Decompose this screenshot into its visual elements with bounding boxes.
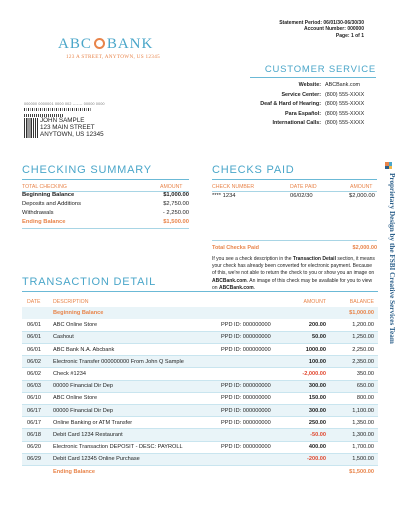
checks-divider	[212, 191, 377, 192]
address-barcode	[24, 118, 38, 138]
checking-summary-title: CHECKING SUMMARY	[22, 164, 189, 180]
txn-date: 06/03	[22, 380, 48, 392]
txn-description: Cashout	[48, 331, 216, 343]
txn-amount: 150.00	[292, 392, 330, 404]
txn-date: 06/20	[22, 441, 48, 453]
page-value: 1 of 1	[350, 32, 364, 39]
txn-balance: 1,500.00	[330, 453, 378, 465]
txn-amount: 300.00	[292, 405, 330, 417]
ppd-header	[216, 297, 292, 307]
credit-text: Proprietary Design by the	[388, 173, 396, 255]
total-checks-amount: $2,000.00	[352, 245, 377, 251]
txn-balance: 350.00	[330, 368, 378, 380]
txn-balance: 1,200.00	[330, 319, 378, 331]
cs-label: Para Español:	[285, 110, 321, 117]
txn-date: 06/01	[22, 331, 48, 343]
transaction-row	[22, 380, 378, 392]
logo-text-right: BANK	[106, 36, 154, 52]
txn-ppd-id: PPD ID: 000000000	[216, 331, 292, 343]
summary-label: Withdrawals	[22, 210, 54, 216]
txn-balance: 1,700.00	[330, 441, 378, 453]
customer-name: JOHN SAMPLE	[40, 117, 85, 124]
check-amount: $2,000.00	[349, 193, 375, 199]
bank-logo	[58, 36, 153, 53]
bank-address: 123 A STREET, ANYTOWN, US 12345	[66, 54, 160, 60]
cs-value: (800) 555-XXXX	[325, 120, 365, 127]
txn-date: 06/01	[22, 344, 48, 356]
txn-ppd-id	[216, 368, 292, 380]
customer-city: ANYTOWN, US 12345	[40, 130, 104, 138]
txn-date: 06/29	[22, 453, 48, 465]
total-checks-paid	[212, 245, 377, 251]
beginning-label: Beginning Balance	[48, 307, 216, 319]
txn-balance: 1,350.00	[330, 417, 378, 429]
txn-date: 06/02	[22, 356, 48, 368]
ending-balance: $1,500.00	[349, 468, 374, 475]
txn-description: 00000 Financial Dir Dep	[48, 405, 216, 417]
transaction-header-row	[22, 297, 378, 307]
txn-ppd-id: PPD ID: 000000000	[216, 380, 292, 392]
check-number: **** 1234	[212, 193, 236, 199]
ending-label: Ending Balance	[53, 468, 95, 475]
barcode-digits: 000000 0000001 0000 002 ------- 00000 0000	[24, 102, 105, 106]
transaction-detail-title: TRANSACTION DETAIL	[22, 276, 378, 292]
total-checks-label: Total Checks Paid	[212, 245, 259, 251]
txn-balance: 1,300.00	[330, 429, 378, 441]
note-text: If you see a check description in the	[212, 256, 293, 262]
customer-service-list	[236, 81, 376, 129]
mailing-address	[24, 118, 104, 138]
cs-row-service-center	[236, 91, 376, 101]
summary-row-ending	[22, 219, 189, 225]
transaction-row	[22, 344, 378, 356]
date-paid-header: DATE PAID	[290, 184, 317, 190]
summary-amount: $1,500.00	[163, 219, 189, 225]
page-label: Page:	[335, 32, 350, 39]
cs-label: Deaf & Hard of Hearing:	[260, 101, 321, 108]
txn-ppd-id: PPD ID: 000000000	[216, 319, 292, 331]
cs-value: (800) 555-XXXX	[325, 91, 365, 98]
cs-row-deaf	[236, 100, 376, 110]
transaction-row	[22, 405, 378, 417]
note-bold: Transaction Detail	[292, 256, 336, 262]
cs-label: International Calls:	[272, 120, 321, 127]
logo-circle-icon	[94, 38, 105, 49]
transaction-row	[22, 319, 378, 331]
check-date: 06/02/30	[290, 193, 313, 199]
beginning-balance-row	[22, 307, 378, 319]
txn-ppd-id	[216, 356, 292, 368]
cs-label: Service Center:	[281, 91, 321, 98]
cs-value: (800) 555-XXXX	[325, 110, 365, 117]
design-credit-text	[382, 173, 396, 344]
txn-description: Debit Card 12345 Online Purchase	[48, 453, 216, 465]
checks-paid-title: CHECKS PAID	[212, 164, 377, 180]
transaction-row	[22, 429, 378, 441]
balance-header: BALANCE	[349, 299, 374, 305]
checks-divider-bottom	[212, 240, 377, 241]
amount-header: AMOUNT	[303, 299, 326, 305]
transaction-row	[22, 453, 378, 465]
empty-cell	[292, 307, 330, 319]
fsbi-logo-icon	[385, 162, 392, 169]
txn-date: 06/18	[22, 429, 48, 441]
transaction-row	[22, 392, 378, 404]
txn-balance: 800.00	[330, 392, 378, 404]
txn-balance: 2,350.00	[330, 356, 378, 368]
customer-service-title: CUSTOMER SERVICE	[250, 64, 376, 78]
txn-amount: -50.00	[292, 429, 330, 441]
txn-date: 06/02	[22, 368, 48, 380]
transaction-row	[22, 441, 378, 453]
txn-date: 06/10	[22, 392, 48, 404]
customer-street: 123 MAIN STREET	[40, 123, 95, 131]
credit-bold: FSBI	[388, 254, 396, 271]
cs-value: ABCBank.com	[325, 82, 361, 88]
beginning-balance: $1,000.00	[330, 307, 378, 319]
note-bold: ABCBank.com	[212, 277, 247, 284]
txn-balance: 650.00	[330, 380, 378, 392]
summary-amount-header: AMOUNT	[160, 184, 183, 190]
txn-date: 06/17	[22, 417, 48, 429]
ending-balance-row	[22, 465, 378, 477]
transaction-table	[22, 297, 378, 478]
total-checking-header: TOTAL CHECKING	[22, 184, 67, 190]
empty-cell	[216, 307, 292, 319]
date-header: DATE	[27, 299, 41, 305]
txn-description: Electronic Transaction DEPOSIT - DESC: PAYROLL	[48, 441, 216, 453]
txn-ppd-id: PPD ID: 000000000	[216, 344, 292, 356]
txn-amount: 250.00	[292, 417, 330, 429]
transaction-row	[22, 368, 378, 380]
cs-row-international	[236, 119, 376, 129]
empty-cell	[22, 465, 48, 477]
note-text: .	[253, 284, 256, 291]
note-text: section, it means your check has already been converted for electronic payment. Because of this, we're not able to return the check to you or show you an image on	[212, 256, 375, 277]
txn-ppd-id: PPD ID: 000000000	[216, 417, 292, 429]
design-credit	[382, 162, 396, 352]
txn-description: ABC Online Store	[48, 392, 216, 404]
txn-balance: 2,250.00	[330, 344, 378, 356]
txn-description: Electronic Transfer 000000000 From John Q Sample	[48, 356, 216, 368]
txn-balance: 1,100.00	[330, 405, 378, 417]
summary-row-deposits	[22, 201, 189, 207]
empty-cell	[22, 307, 48, 319]
txn-description: Online Banking or ATM Transfer	[48, 417, 216, 429]
check-amount-header: AMOUNT	[350, 184, 373, 190]
check-number-header: CHECK NUMBER	[212, 184, 255, 190]
summary-amount: - 2,250.00	[162, 210, 189, 216]
txn-date: 06/01	[22, 319, 48, 331]
txn-ppd-id: PPD ID: 000000000	[216, 392, 292, 404]
summary-amount: $1,000.00	[163, 192, 189, 198]
summary-row-beginning	[22, 192, 189, 198]
txn-description: ABC Online Store	[48, 319, 216, 331]
txn-ppd-id: PPD ID: 000000000	[216, 441, 292, 453]
empty-cell	[216, 465, 292, 477]
logo-text-left: ABC	[58, 36, 92, 52]
cs-row-espanol	[236, 110, 376, 120]
txn-amount: 400.00	[292, 441, 330, 453]
txn-description: ABC Bank N.A. Abcbank	[48, 344, 216, 356]
transaction-row	[22, 331, 378, 343]
txn-description: 00000 Financial Dir Dep	[48, 380, 216, 392]
txn-balance: 1,250.00	[330, 331, 378, 343]
account-value: 000000	[347, 26, 364, 33]
txn-description: Check #1234	[48, 368, 216, 380]
txn-amount: 300.00	[292, 380, 330, 392]
empty-cell	[292, 465, 330, 477]
summary-divider-bottom	[22, 228, 189, 229]
cs-label: Website:	[298, 82, 321, 88]
note-text: . An image of this check may be available for you to view on	[212, 277, 373, 291]
txn-amount: 200.00	[292, 319, 330, 331]
credit-text: Creative Services Team	[388, 270, 396, 344]
summary-amount: $2,750.00	[163, 201, 189, 207]
txn-ppd-id	[216, 453, 292, 465]
description-header: DESCRIPTION	[53, 299, 89, 305]
summary-row-withdrawals	[22, 210, 189, 216]
txn-amount: -200.00	[292, 453, 330, 465]
txn-ppd-id: PPD ID: 000000000	[216, 405, 292, 417]
transaction-row	[22, 417, 378, 429]
account-label: Account Number:	[303, 26, 346, 33]
txn-date: 06/17	[22, 405, 48, 417]
cs-value: (800) 555-XXXX	[325, 101, 365, 108]
period-value: 06/01/30-06/30/30	[323, 20, 364, 26]
txn-ppd-id	[216, 429, 292, 441]
statement-info	[279, 20, 364, 39]
txn-amount: 1000.00	[292, 344, 330, 356]
barcode-graphic	[24, 108, 92, 111]
txn-description: Debit Card 1234 Restaurant	[48, 429, 216, 441]
summary-label: Deposits and Additions	[22, 201, 81, 207]
summary-label: Beginning Balance	[22, 192, 75, 198]
txn-amount: 50.00	[292, 331, 330, 343]
period-label: Statement Period:	[279, 20, 323, 26]
transaction-row	[22, 356, 378, 368]
txn-amount: -2,000.00	[292, 368, 330, 380]
txn-amount: 100.00	[292, 356, 330, 368]
cs-row-website	[236, 81, 376, 91]
summary-label: Ending Balance	[22, 219, 66, 225]
note-bold: ABCBank.com	[218, 284, 254, 291]
